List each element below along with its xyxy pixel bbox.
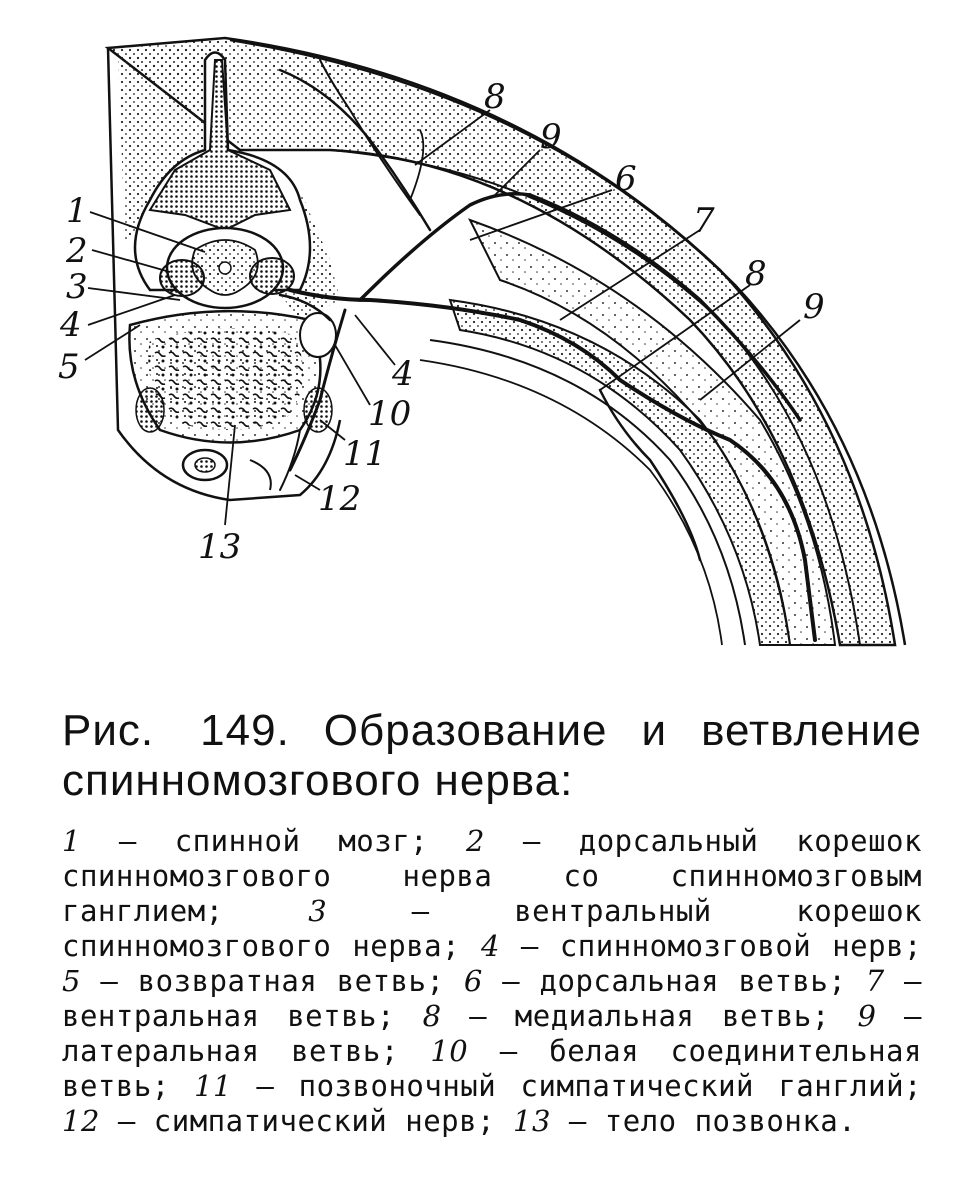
legend-text: позвоночный симпатический ганглий; — [298, 1069, 923, 1103]
label-9-right: 9 — [803, 287, 825, 327]
label-1: 1 — [66, 191, 88, 231]
legend-number: 11 — [194, 1069, 233, 1103]
label-5: 5 — [58, 347, 80, 387]
label-10: 10 — [368, 394, 412, 434]
legend-text: вентральный корешок спинномозгового нерва; — [62, 894, 922, 963]
legend-number: 4 — [481, 929, 500, 963]
legend-number: 9 — [857, 999, 877, 1033]
legend-text: возвратная ветвь; — [137, 964, 445, 998]
figure-number: 149. — [200, 706, 290, 755]
legend-text: симпатический нерв; — [153, 1104, 496, 1138]
legend-item: 12 — симпатический нерв; — [62, 1104, 496, 1138]
legend-number: 6 — [463, 964, 483, 998]
legend-item: 10 — белая соединительная ветвь; — [62, 1034, 922, 1103]
figure-prefix: Рис. — [62, 706, 155, 755]
legend-number: 13 — [513, 1104, 551, 1138]
legend-item: 13 — тело позвонка. — [513, 1104, 857, 1138]
legend-text: дорсальная ветвь; — [539, 964, 847, 998]
legend-item: 6 — дорсальная ветвь; — [463, 964, 847, 998]
legend-item: 9 — латеральная ветвь; — [62, 999, 922, 1068]
legend-text: латеральная ветвь; — [62, 1034, 399, 1068]
label-11: 11 — [343, 434, 387, 474]
legend-item: 2 — дорсальный корешок спинномозгового нерва со спинномозговым ганглием; — [62, 824, 922, 928]
figure-caption — [62, 706, 922, 1139]
legend-number: 1 — [62, 824, 81, 858]
legend-number: 2 — [466, 824, 485, 858]
legend-item: 7 — вентральная ветвь; — [62, 964, 922, 1033]
label-13: 13 — [198, 527, 242, 567]
legend-number: 5 — [62, 964, 81, 998]
legend-text: дорсальный корешок спинномозгового нерва со спинномозговым ганглием; — [62, 824, 922, 928]
legend-item: 1 — спинной мозг; — [62, 824, 429, 858]
legend-text: белая соединительная ветвь; — [62, 1034, 922, 1103]
legend-number: 10 — [430, 1034, 469, 1068]
legend-number: 3 — [308, 894, 328, 928]
legend-number: 7 — [865, 964, 885, 998]
label-2: 2 — [66, 231, 88, 271]
label-7: 7 — [693, 201, 715, 241]
label-4-left: 4 — [60, 305, 82, 345]
caption-title — [62, 706, 922, 806]
legend-item: 3 — вентральный корешок спинномозгового нерва; — [62, 894, 922, 963]
label-4-right: 4 — [392, 354, 414, 394]
legend-text: спинной мозг; — [174, 824, 429, 858]
legend-item: 8 — медиальная ветвь; — [422, 999, 830, 1033]
legend-text: тело позвонка. — [604, 1104, 857, 1138]
label-3: 3 — [66, 267, 88, 307]
legend-item: 5 — возвратная ветвь; — [62, 964, 445, 998]
legend-number: 8 — [422, 999, 442, 1033]
legend — [62, 824, 922, 1139]
label-9-top: 9 — [540, 117, 562, 157]
legend-text: медиальная ветвь; — [514, 999, 830, 1033]
label-12: 12 — [318, 479, 362, 519]
legend-text: спинномозговой нерв; — [559, 929, 922, 963]
label-8-top: 8 — [484, 77, 506, 117]
legend-item: 4 — спинномозговой нерв; — [481, 929, 922, 963]
label-8-right: 8 — [745, 254, 767, 294]
figure-title: Образование и ветвление спинномозгового нерва: — [62, 706, 922, 805]
label-6: 6 — [615, 159, 637, 199]
legend-text: вентральная ветвь; — [62, 999, 395, 1033]
legend-number: 12 — [62, 1104, 100, 1138]
legend-item: 11 — позвоночный симпатический ганглий; — [194, 1069, 923, 1103]
